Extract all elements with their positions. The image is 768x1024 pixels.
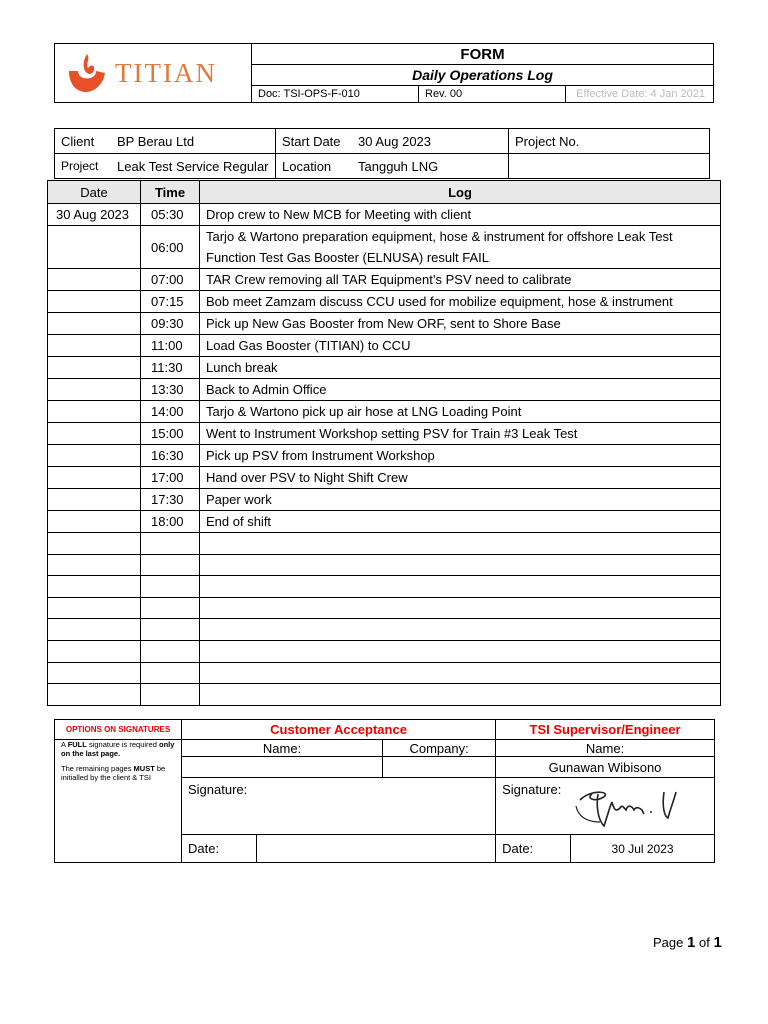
log-row [48,269,721,291]
log-entry-cell: Tarjo & Wartono pick up air hose at LNG Loading Point [200,401,721,423]
log-row [48,379,721,401]
log-row [48,291,721,313]
log-entry-cell: Hand over PSV to Night Shift Crew [200,467,721,489]
operations-log-table [47,180,721,706]
options-title: OPTIONS ON SIGNATURES [55,720,182,740]
log-date-cell [48,467,141,489]
log-time-cell: 17:30 [141,489,200,511]
log-rows [48,204,721,706]
doc-number: Doc: TSI-OPS-F-010 [252,86,419,103]
log-entry-cell [200,533,721,555]
form-label: FORM [252,44,714,65]
log-date-cell [48,335,141,357]
note-full-signature: A FULL signature is required only on the last page. [61,740,175,758]
log-row [48,662,721,684]
log-row [48,619,721,641]
log-row [48,313,721,335]
company-logo [55,44,251,102]
log-entry-cell: Went to Instrument Workshop setting PSV for Train #3 Leak Test [200,423,721,445]
log-time-cell: 14:00 [141,401,200,423]
log-time-cell: 15:00 [141,423,200,445]
log-time-cell: 05:30 [141,204,200,226]
log-entry-cell: Lunch break [200,357,721,379]
log-row [48,684,721,706]
flame-icon [65,51,109,95]
tsi-signature-label: Signature: [502,782,562,797]
log-date-cell [48,554,141,576]
customer-acceptance-title: Customer Acceptance [182,720,496,740]
location-value: Tangguh LNG [352,154,509,179]
project-no-value [509,154,710,179]
log-time-cell [141,554,200,576]
log-entry-cell: Pick up New Gas Booster from New ORF, sent to Shore Base [200,313,721,335]
log-date-cell [48,269,141,291]
log-date-cell [48,357,141,379]
log-time-cell [141,533,200,555]
project-info [54,128,710,179]
customer-signature-label: Signature: [188,782,248,797]
log-row [48,489,721,511]
log-time-cell [141,662,200,684]
log-date-cell [48,576,141,598]
handwritten-signature [572,786,682,830]
tsi-supervisor-title: TSI Supervisor/Engineer [496,720,715,740]
log-entry-cell: Drop crew to New MCB for Meeting with client [200,204,721,226]
log-row [48,401,721,423]
col-header-time: Time [141,181,200,204]
location-label: Location [276,154,353,179]
log-date-cell: 30 Aug 2023 [48,204,141,226]
log-row [48,511,721,533]
log-date-cell [48,226,141,269]
log-row [48,204,721,226]
log-time-cell: 07:15 [141,291,200,313]
log-date-cell [48,291,141,313]
client-value: BP Berau Ltd [111,129,276,154]
page-counter: Page 1 of 1 [653,934,722,951]
log-time-cell: 09:30 [141,313,200,335]
log-date-cell [48,511,141,533]
tsi-date-label: Date: [496,835,571,863]
log-row [48,467,721,489]
log-entry-cell: Pick up PSV from Instrument Workshop [200,445,721,467]
log-row [48,335,721,357]
log-date-cell [48,684,141,706]
log-time-cell: 17:00 [141,467,200,489]
customer-date-field[interactable] [257,835,496,863]
log-row [48,554,721,576]
project-no-label: Project No. [509,129,710,154]
log-entry-cell [200,554,721,576]
logo-cell [55,44,252,103]
log-row [48,533,721,555]
revision: Rev. 00 [419,86,566,103]
log-time-cell: 16:30 [141,445,200,467]
form-header [54,43,714,103]
customer-company-field[interactable] [383,757,496,778]
col-header-log: Log [200,181,721,204]
customer-signature-field[interactable] [182,778,496,835]
start-date-label: Start Date [276,129,353,154]
log-date-cell [48,313,141,335]
log-time-cell [141,576,200,598]
customer-name-label: Name: [182,740,383,757]
log-date-cell [48,533,141,555]
log-time-cell: 07:00 [141,269,200,291]
log-entry-cell: Back to Admin Office [200,379,721,401]
log-date-cell [48,401,141,423]
project-label: Project [55,154,112,179]
start-date-value: 30 Aug 2023 [352,129,509,154]
log-entry-cell [200,597,721,619]
log-time-cell: 13:30 [141,379,200,401]
log-date-cell [48,640,141,662]
project-value: Leak Test Service Regular [111,154,276,179]
log-entry-cell [200,619,721,641]
log-row [48,357,721,379]
client-label: Client [55,129,112,154]
tsi-name-value: Gunawan Wibisono [496,757,715,778]
log-row [48,226,721,269]
log-entry-cell: TAR Crew removing all TAR Equipment’s PSV need to calibrate [200,269,721,291]
customer-name-field[interactable] [182,757,383,778]
log-entry-cell [200,662,721,684]
log-time-cell [141,597,200,619]
tsi-signature-field [496,778,715,835]
log-row [48,597,721,619]
note-initials: The remaining pages MUST be initialled by the client & TSI [61,764,166,782]
form-title: Daily Operations Log [252,65,714,86]
brand-name: TITIAN [115,57,217,88]
col-header-date: Date [48,181,141,204]
tsi-name-label: Name: [496,740,715,757]
customer-date-label: Date: [182,835,257,863]
log-date-cell [48,423,141,445]
log-row [48,640,721,662]
log-row [48,423,721,445]
log-entry-cell: Bob meet Zamzam discuss CCU used for mobilize equipment, hose & instrument [200,291,721,313]
log-time-cell: 11:00 [141,335,200,357]
log-entry-cell: Load Gas Booster (TITIAN) to CCU [200,335,721,357]
log-date-cell [48,445,141,467]
log-date-cell [48,489,141,511]
log-entry-cell [200,684,721,706]
log-entry-cell [200,640,721,662]
log-time-cell: 11:30 [141,357,200,379]
signature-options-note [55,740,182,863]
effective-date: Effective Date: 4 Jan 2021 [566,86,714,103]
log-time-cell [141,619,200,641]
customer-company-label: Company: [383,740,496,757]
log-time-cell: 18:00 [141,511,200,533]
tsi-date-value: 30 Jul 2023 [571,835,715,863]
log-entry-cell: End of shift [200,511,721,533]
log-date-cell [48,379,141,401]
log-time-cell: 06:00 [141,226,200,269]
log-entry-cell [200,576,721,598]
log-row [48,576,721,598]
log-row [48,445,721,467]
log-entry-cell: Tarjo & Wartono preparation equipment, hose & instrument for offshore Leak Test Function Test Gas Booster (ELNUSA) result FAIL [200,226,721,269]
log-time-cell [141,684,200,706]
log-time-cell [141,640,200,662]
log-date-cell [48,597,141,619]
log-date-cell [48,662,141,684]
log-date-cell [48,619,141,641]
log-entry-cell: Paper work [200,489,721,511]
signature-block [54,719,715,863]
